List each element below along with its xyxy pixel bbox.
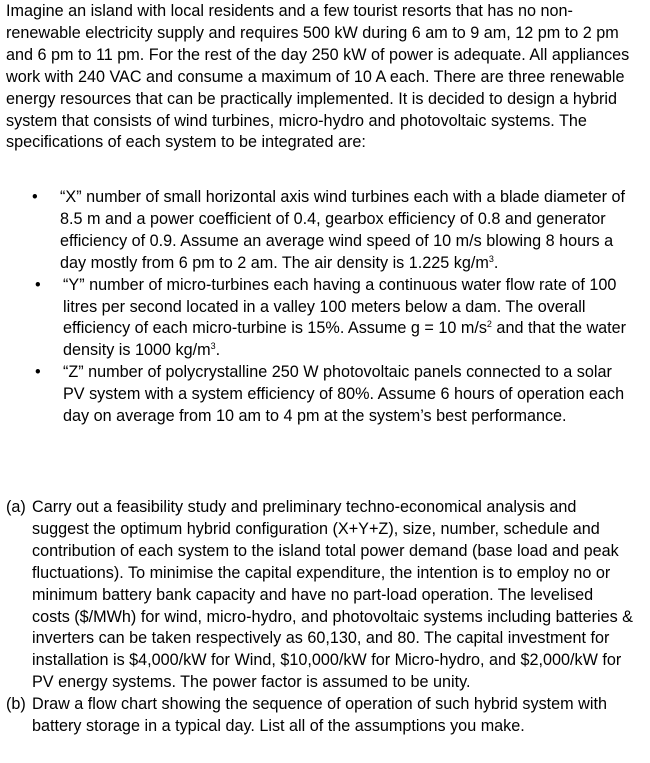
bullet-icon: •: [35, 275, 41, 294]
intro-paragraph: Imagine an island with local residents and a few tourist resorts that has no non-renewable electricity supply and requires 500 kW during 6 am to 9 am, 12 pm to 2 pm and 6 pm to 11 pm. For the rest of the day 250 kW of power is adequate. All appliances work with 240 VAC and consume a maximum of 10 A each. There are three renewable energy resources that can be practically implemented. It is decided to design a hybrid system that consists of wind turbines, micro-hydro and photovoltaic systems. The specifications of each system to be integrated are:: [6, 2, 630, 152]
superscript: 2: [486, 319, 492, 330]
punctuation: .: [493, 253, 499, 272]
question-text: Carry out a feasibility study and preliminary techno-economical analysis and suggest the optimum hybrid configuration (X+Y+Z), size, number, schedule and contribution of each system to the island total power demand (base load and peak fluctuations). To minimise the capital expenditure, the intention is to employ no or minimum battery bank capacity and have no part-load operation. The levelised costs ($/MWh) for wind, micro-hydro, and photovoltaic systems including batteries & inverters can be taken respectively as 60,130, and 80. The capital investment for installation is $4,000/kW for Wind, $10,000/kW for Micro-hydro, and $2,000/kW for PV energy systems. The power factor is assumed to be unity.: [32, 498, 633, 692]
question-list: [0, 497, 650, 738]
punctuation: .: [215, 341, 221, 360]
question-label: (a): [6, 498, 26, 516]
list-item-photovoltaic: [0, 362, 635, 428]
superscript: 3: [210, 341, 216, 352]
micro-hydro-spec: “Y” number of micro-turbines each having a continuous water flow rate of 100 litres per second located in a valley 100 meters below a dam. The overall efficiency of each micro-turbine is 15%. Assume g = 10 m/s: [63, 275, 617, 338]
superscript: 3: [488, 253, 494, 264]
question-label: (b): [6, 695, 26, 714]
question-a: [0, 497, 635, 694]
list-item-micro-hydro: [0, 275, 635, 363]
question-text: Draw a flow chart showing the sequence of operation of such hybrid system with battery storage in a typical day. List all of the assumptions you make.: [32, 695, 607, 736]
specification-list: [0, 187, 650, 428]
photovoltaic-spec: “Z” number of polycrystalline 250 W photovoltaic panels connected to a solar PV system with a system efficiency of 80%. Assume 6 hours of operation each day on average from 10 am to 4 pm at the system’s best performance.: [63, 363, 625, 426]
question-b: [0, 694, 635, 738]
wind-turbine-spec: “X” number of small horizontal axis wind turbines each with a blade diameter of 8.5 m and a power coefficient of 0.4, gearbox efficiency of 0.8 and generator efficiency of 0.9. Assume an average wind speed of 10 m/s blowing 8 hours a day mostly from 6 pm to 2 am. The air density is 1.225 kg/m: [60, 188, 626, 272]
bullet-icon: •: [35, 363, 41, 382]
bullet-icon: •: [32, 188, 38, 206]
list-item-wind-turbines: [0, 187, 635, 275]
micro-hydro-spec-continued: and that the water density is 1000 kg/m: [63, 319, 627, 360]
